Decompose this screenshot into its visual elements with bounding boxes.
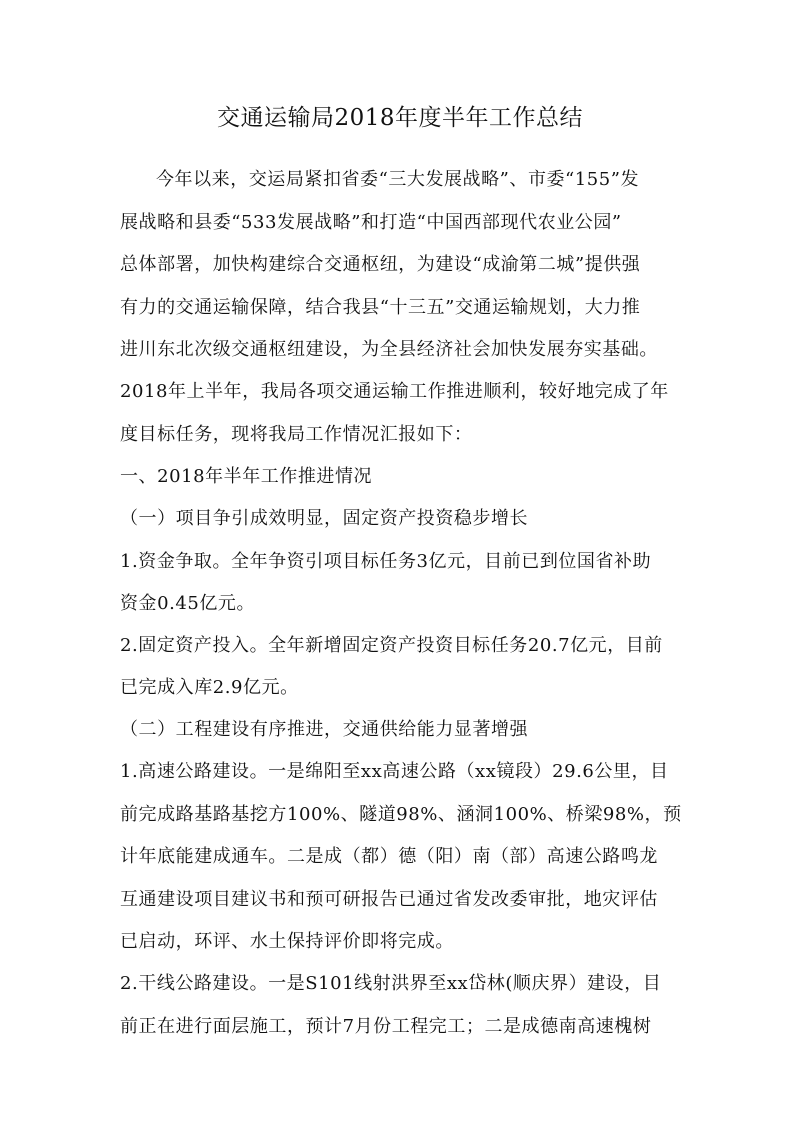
paragraph-line: 计年底能建成通车。二是成（都）德（阳）南（部）高速公路鸣龙 xyxy=(120,846,658,867)
paragraph-line: 度目标任务，现将我局工作情况汇报如下： xyxy=(120,424,473,445)
paragraph-line: 总体部署，加快构建综合交通枢纽，为建设“成渝第二城”提供强 xyxy=(120,254,641,275)
paragraph-line: 已启动，环评、水土保持评价即将完成。 xyxy=(120,931,454,952)
section-heading: 一、2018年半年工作推进情况 xyxy=(120,466,373,487)
paragraph-line: 1.高速公路建设。一是绵阳至xx高速公路（xx镜段）29.6公里，目 xyxy=(120,761,669,782)
paragraph-line: 2.干线公路建设。一是S101线射洪界至xx岱林(顺庆界）建设，目 xyxy=(120,973,662,994)
subsection-heading: （二）工程建设有序推进，交通供给能力显著增强 xyxy=(120,719,529,740)
subsection-heading: （一）项目争引成效明显，固定资产投资稳步增长 xyxy=(120,508,529,529)
paragraph-line: 有力的交通运输保障，结合我县“十三五”交通运输规划，大力推 xyxy=(120,297,641,318)
paragraph-line: 前正在进行面层施工，预计7月份工程完工；二是成德南高速槐树 xyxy=(120,1016,652,1037)
paragraph-line: 1.资金争取。全年争资引项目标任务3亿元，目前已到位国省补助 xyxy=(120,551,652,572)
paragraph-line: 进川东北次级交通枢纽建设，为全县经济社会加快发展夯实基础。 xyxy=(120,339,658,360)
paragraph-line: 展战略和县委“533发展战略”和打造“中国西部现代农业公园” xyxy=(120,212,622,233)
paragraph-line: 互通建设项目建议书和预可研报告已通过省发改委审批，地灾评估 xyxy=(120,889,658,910)
paragraph-line: 2.固定资产投入。全年新增固定资产投资目标任务20.7亿元，目前 xyxy=(120,635,663,656)
paragraph-line: 今年以来，交运局紧扣省委“三大发展战略”、市委“155”发 xyxy=(156,169,640,190)
paragraph-line: 资金0.45亿元。 xyxy=(120,593,256,614)
paragraph-line: 2018年上半年，我局各项交通运输工作推进顺利，较好地完成了年 xyxy=(120,381,669,402)
paragraph-line: 前完成路基路基挖方100%、隧道98%、涵洞100%、桥梁98%，预 xyxy=(120,804,682,825)
paragraph-line: 已完成入库2.9亿元。 xyxy=(120,677,299,698)
document-title: 交通运输局2018年度半年工作总结 xyxy=(216,105,584,131)
